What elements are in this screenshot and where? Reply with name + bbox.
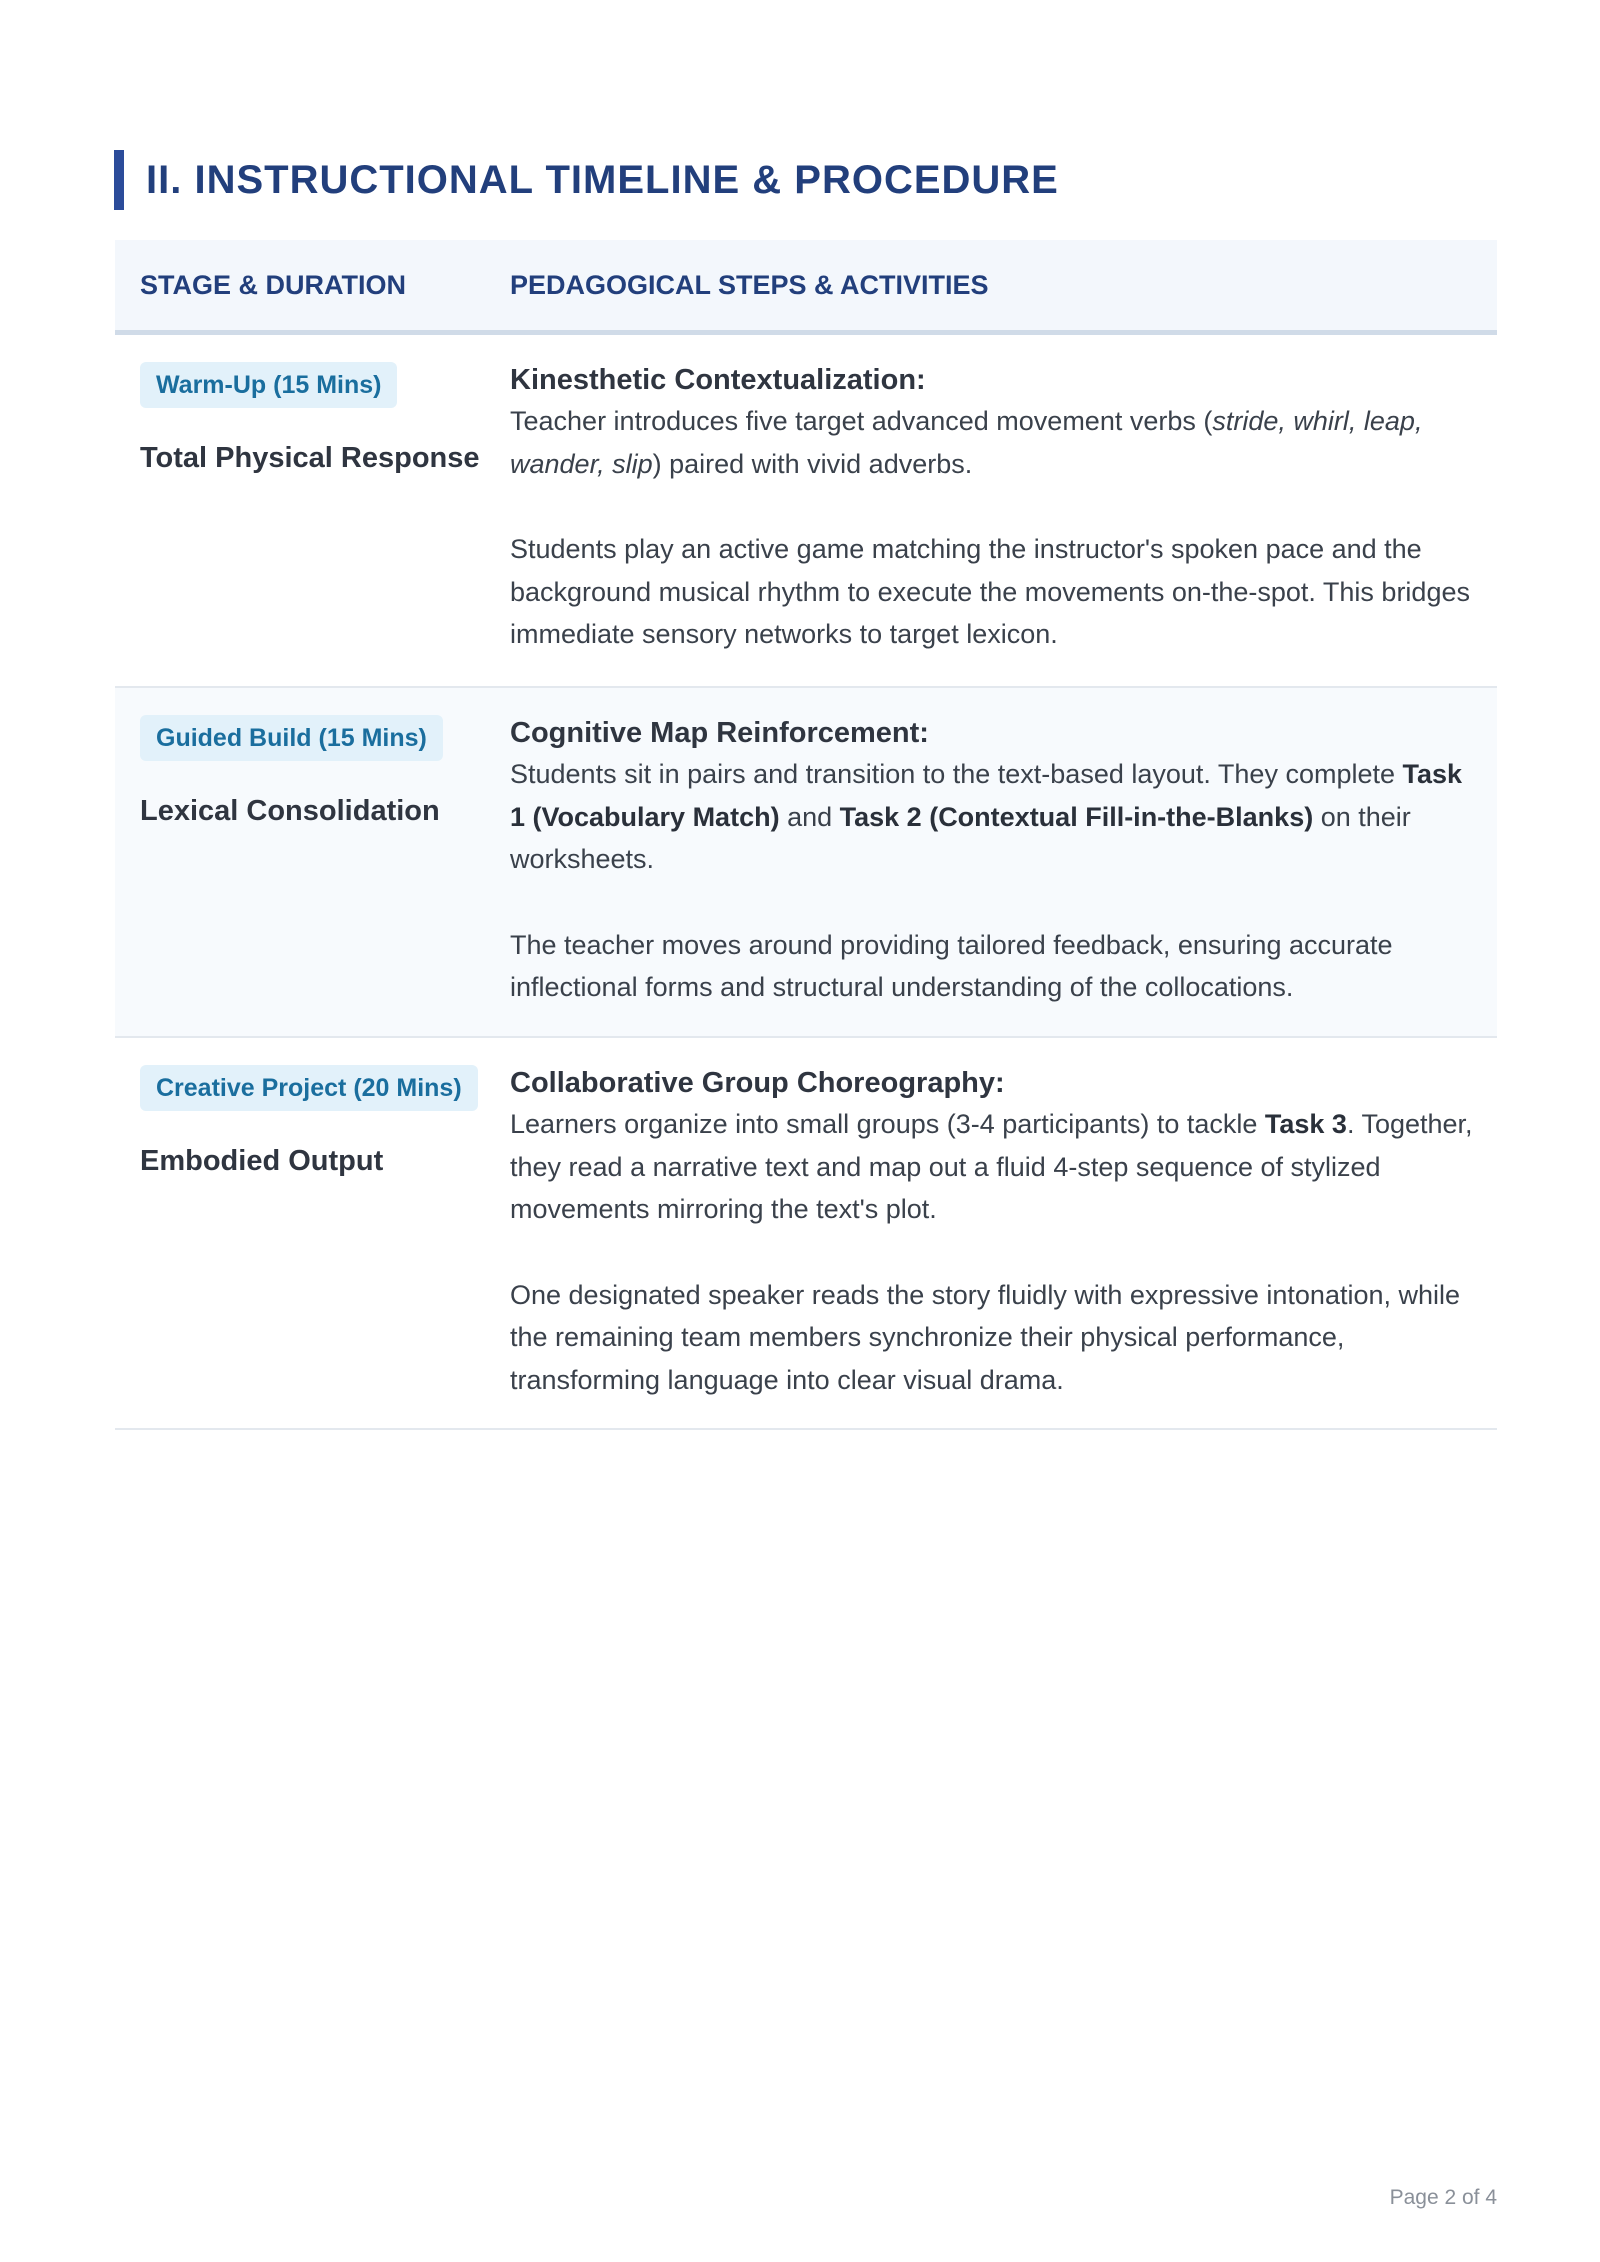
stage-name: Embodied Output bbox=[140, 1145, 384, 1177]
step-paragraph: Learners organize into small groups (3-4 participants) to tackle Task 3. Together, they read a narrative text and map out a fluid 4-step sequence of stylized movements mirroring the text's plot. bbox=[510, 1109, 1473, 1224]
table-header bbox=[115, 240, 1497, 335]
page-number: Page 2 of 4 bbox=[1389, 2186, 1497, 2209]
stage-cell bbox=[115, 335, 510, 686]
table-row bbox=[115, 1038, 1497, 1430]
stage-name: Lexical Consolidation bbox=[140, 795, 440, 827]
timeline-table bbox=[115, 240, 1497, 1430]
steps-cell bbox=[510, 335, 1497, 686]
stage-name: Total Physical Response bbox=[140, 442, 480, 474]
step-heading: Kinesthetic Contextualization: bbox=[510, 364, 926, 396]
stage-cell bbox=[115, 1038, 510, 1428]
step-paragraph: Teacher introduces five target advanced movement verbs (stride, whirl, leap, wander, slip) paired with vivid adverbs. bbox=[510, 406, 1423, 479]
step-paragraph: One designated speaker reads the story fluidly with expressive intonation, while the remaining team members synchronize their physical performance, transforming language into clear visual drama. bbox=[510, 1279, 1461, 1395]
header-pedagogical-steps: PEDAGOGICAL STEPS & ACTIVITIES bbox=[510, 269, 989, 300]
section-title: II. INSTRUCTIONAL TIMELINE & PROCEDURE bbox=[114, 150, 1059, 210]
step-paragraph: Students play an active game matching the instructor's spoken pace and the background musical rhythm to execute the movements on-the-spot. This bridges immediate sensory networks to target lexicon. bbox=[510, 534, 1470, 649]
steps-cell bbox=[510, 1038, 1497, 1428]
step-paragraph: The teacher moves around providing tailored feedback, ensuring accurate inflectional forms and structural understanding of the collocations. bbox=[510, 929, 1393, 1002]
stage-badge: Warm-Up (15 Mins) bbox=[140, 362, 397, 408]
step-paragraph: Students sit in pairs and transition to the text-based layout. They complete Task 1 (Vocabulary Match) and Task 2 (Contextual Fill-in-the-Blanks) on their worksheets. bbox=[510, 759, 1463, 874]
step-heading: Collaborative Group Choreography: bbox=[510, 1067, 1005, 1099]
stage-badge: Creative Project (20 Mins) bbox=[140, 1065, 478, 1111]
stage-badge: Guided Build (15 Mins) bbox=[140, 715, 443, 761]
table-row bbox=[115, 335, 1497, 688]
table-row bbox=[115, 688, 1497, 1038]
step-heading: Cognitive Map Reinforcement: bbox=[510, 717, 929, 749]
stage-cell bbox=[115, 688, 510, 1036]
steps-cell bbox=[510, 688, 1497, 1036]
header-stage-duration: STAGE & DURATION bbox=[140, 269, 406, 300]
